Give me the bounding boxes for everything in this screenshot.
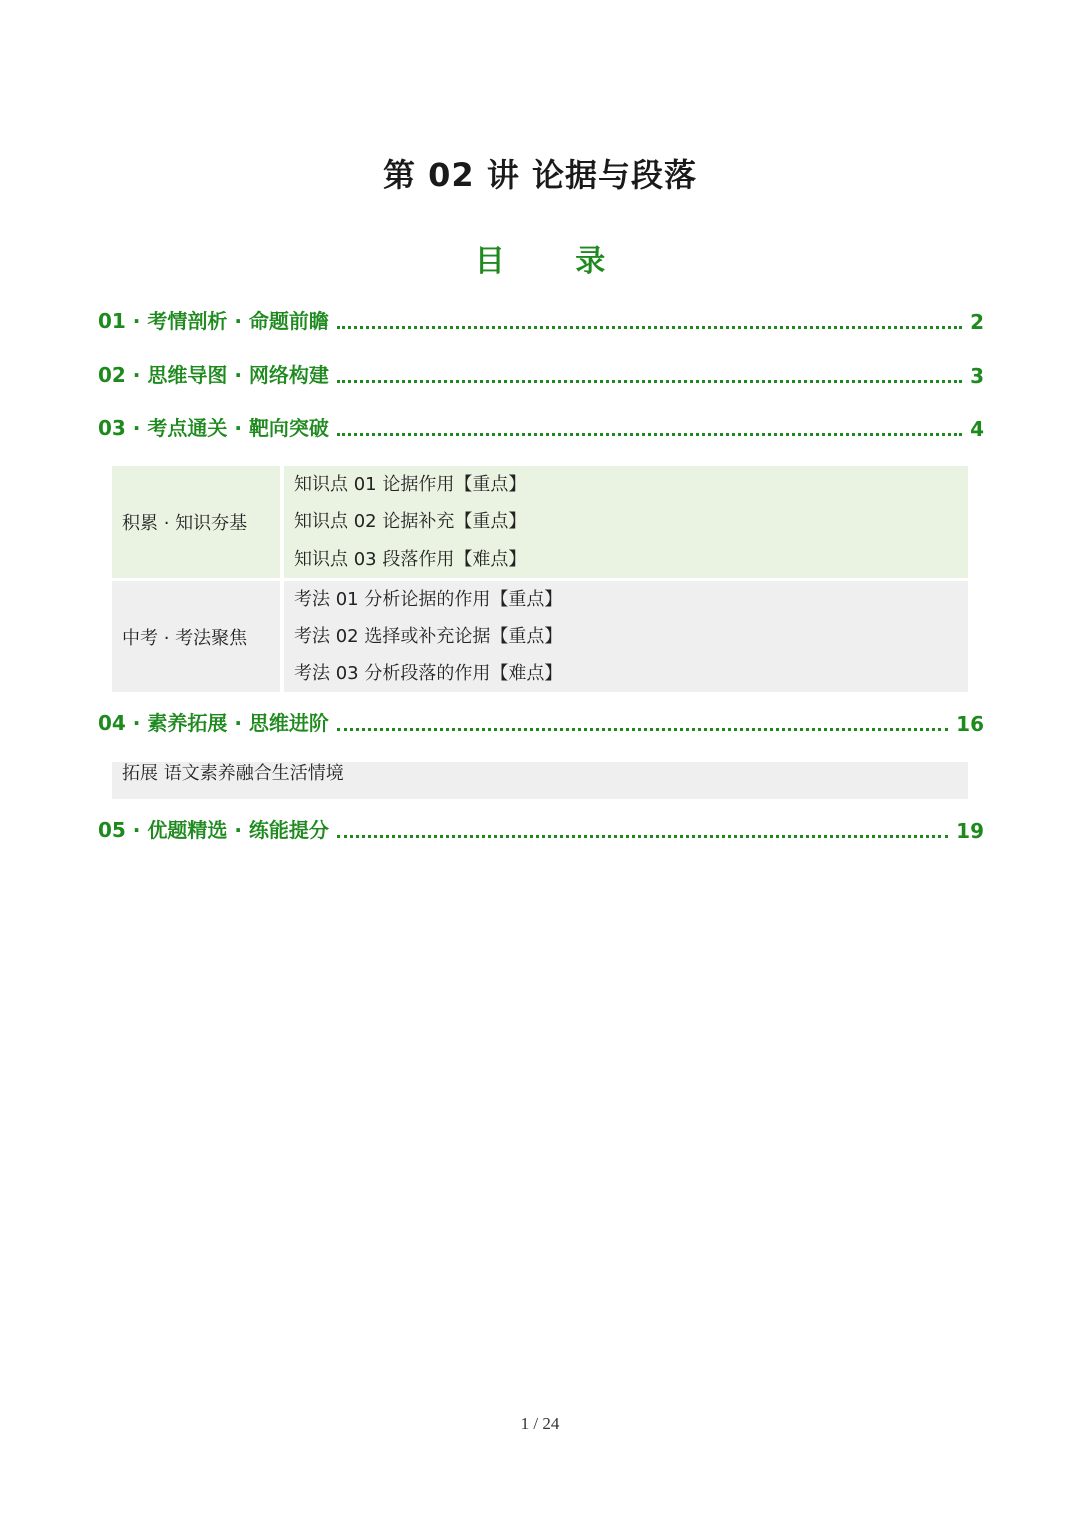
- toc-entry-05[interactable]: [98, 813, 984, 843]
- toc-entry-01[interactable]: [98, 304, 984, 334]
- exam-item-03[interactable]: 考法 03 分析段落的作用【难点】: [294, 663, 563, 684]
- knowledge-items: [284, 466, 968, 578]
- toc-entry-label: 02 · 思维导图 · 网络构建: [98, 363, 329, 387]
- toc-entry-label: 01 · 考情剖析 · 命题前瞻: [98, 309, 329, 333]
- page-number: 1 / 24: [520, 1414, 560, 1433]
- exam-items: [284, 581, 968, 692]
- toc-entry-04[interactable]: [98, 706, 984, 736]
- toc-heading: 目 录: [474, 244, 636, 279]
- knowledge-category: 积累 · 知识夯基: [122, 513, 248, 534]
- knowledge-block: [112, 466, 968, 578]
- toc-entry-page: 19: [956, 819, 984, 843]
- toc-entry-page: 2: [970, 310, 984, 334]
- toc-leader-dots: [337, 326, 962, 329]
- knowledge-item-01[interactable]: 知识点 01 论据作用【重点】: [294, 474, 527, 496]
- exam-item-01[interactable]: 考法 01 分析论据的作用【重点】: [294, 589, 563, 610]
- toc-leader-dots: [337, 835, 948, 838]
- toc-leader-dots: [337, 728, 948, 731]
- exam-item-02[interactable]: 考法 02 选择或补充论据【重点】: [294, 626, 563, 647]
- lecture-title: 第 02 讲 论据与段落: [383, 156, 697, 194]
- toc-entry-page: 16: [956, 712, 984, 736]
- exam-block: [112, 581, 968, 692]
- knowledge-item-02[interactable]: 知识点 02 论据补充【重点】: [294, 511, 527, 533]
- toc-entry-label: 03 · 考点通关 · 靶向突破: [98, 416, 329, 440]
- toc-entry-page: 3: [970, 364, 984, 388]
- toc-entry-page: 4: [970, 417, 984, 441]
- knowledge-item-03[interactable]: 知识点 03 段落作用【难点】: [294, 548, 527, 570]
- extension-item[interactable]: 拓展 语文素养融合生活情境: [112, 762, 968, 799]
- toc-entry-03[interactable]: [98, 411, 984, 441]
- toc-entry-label: 05 · 优题精选 · 练能提分: [98, 818, 329, 842]
- toc-entry-label: 04 · 素养拓展 · 思维进阶: [98, 711, 329, 735]
- exam-category: 中考 · 考法聚焦: [122, 627, 248, 649]
- toc-leader-dots: [337, 433, 962, 436]
- toc-entry-02[interactable]: [98, 358, 984, 388]
- toc-leader-dots: [337, 380, 962, 383]
